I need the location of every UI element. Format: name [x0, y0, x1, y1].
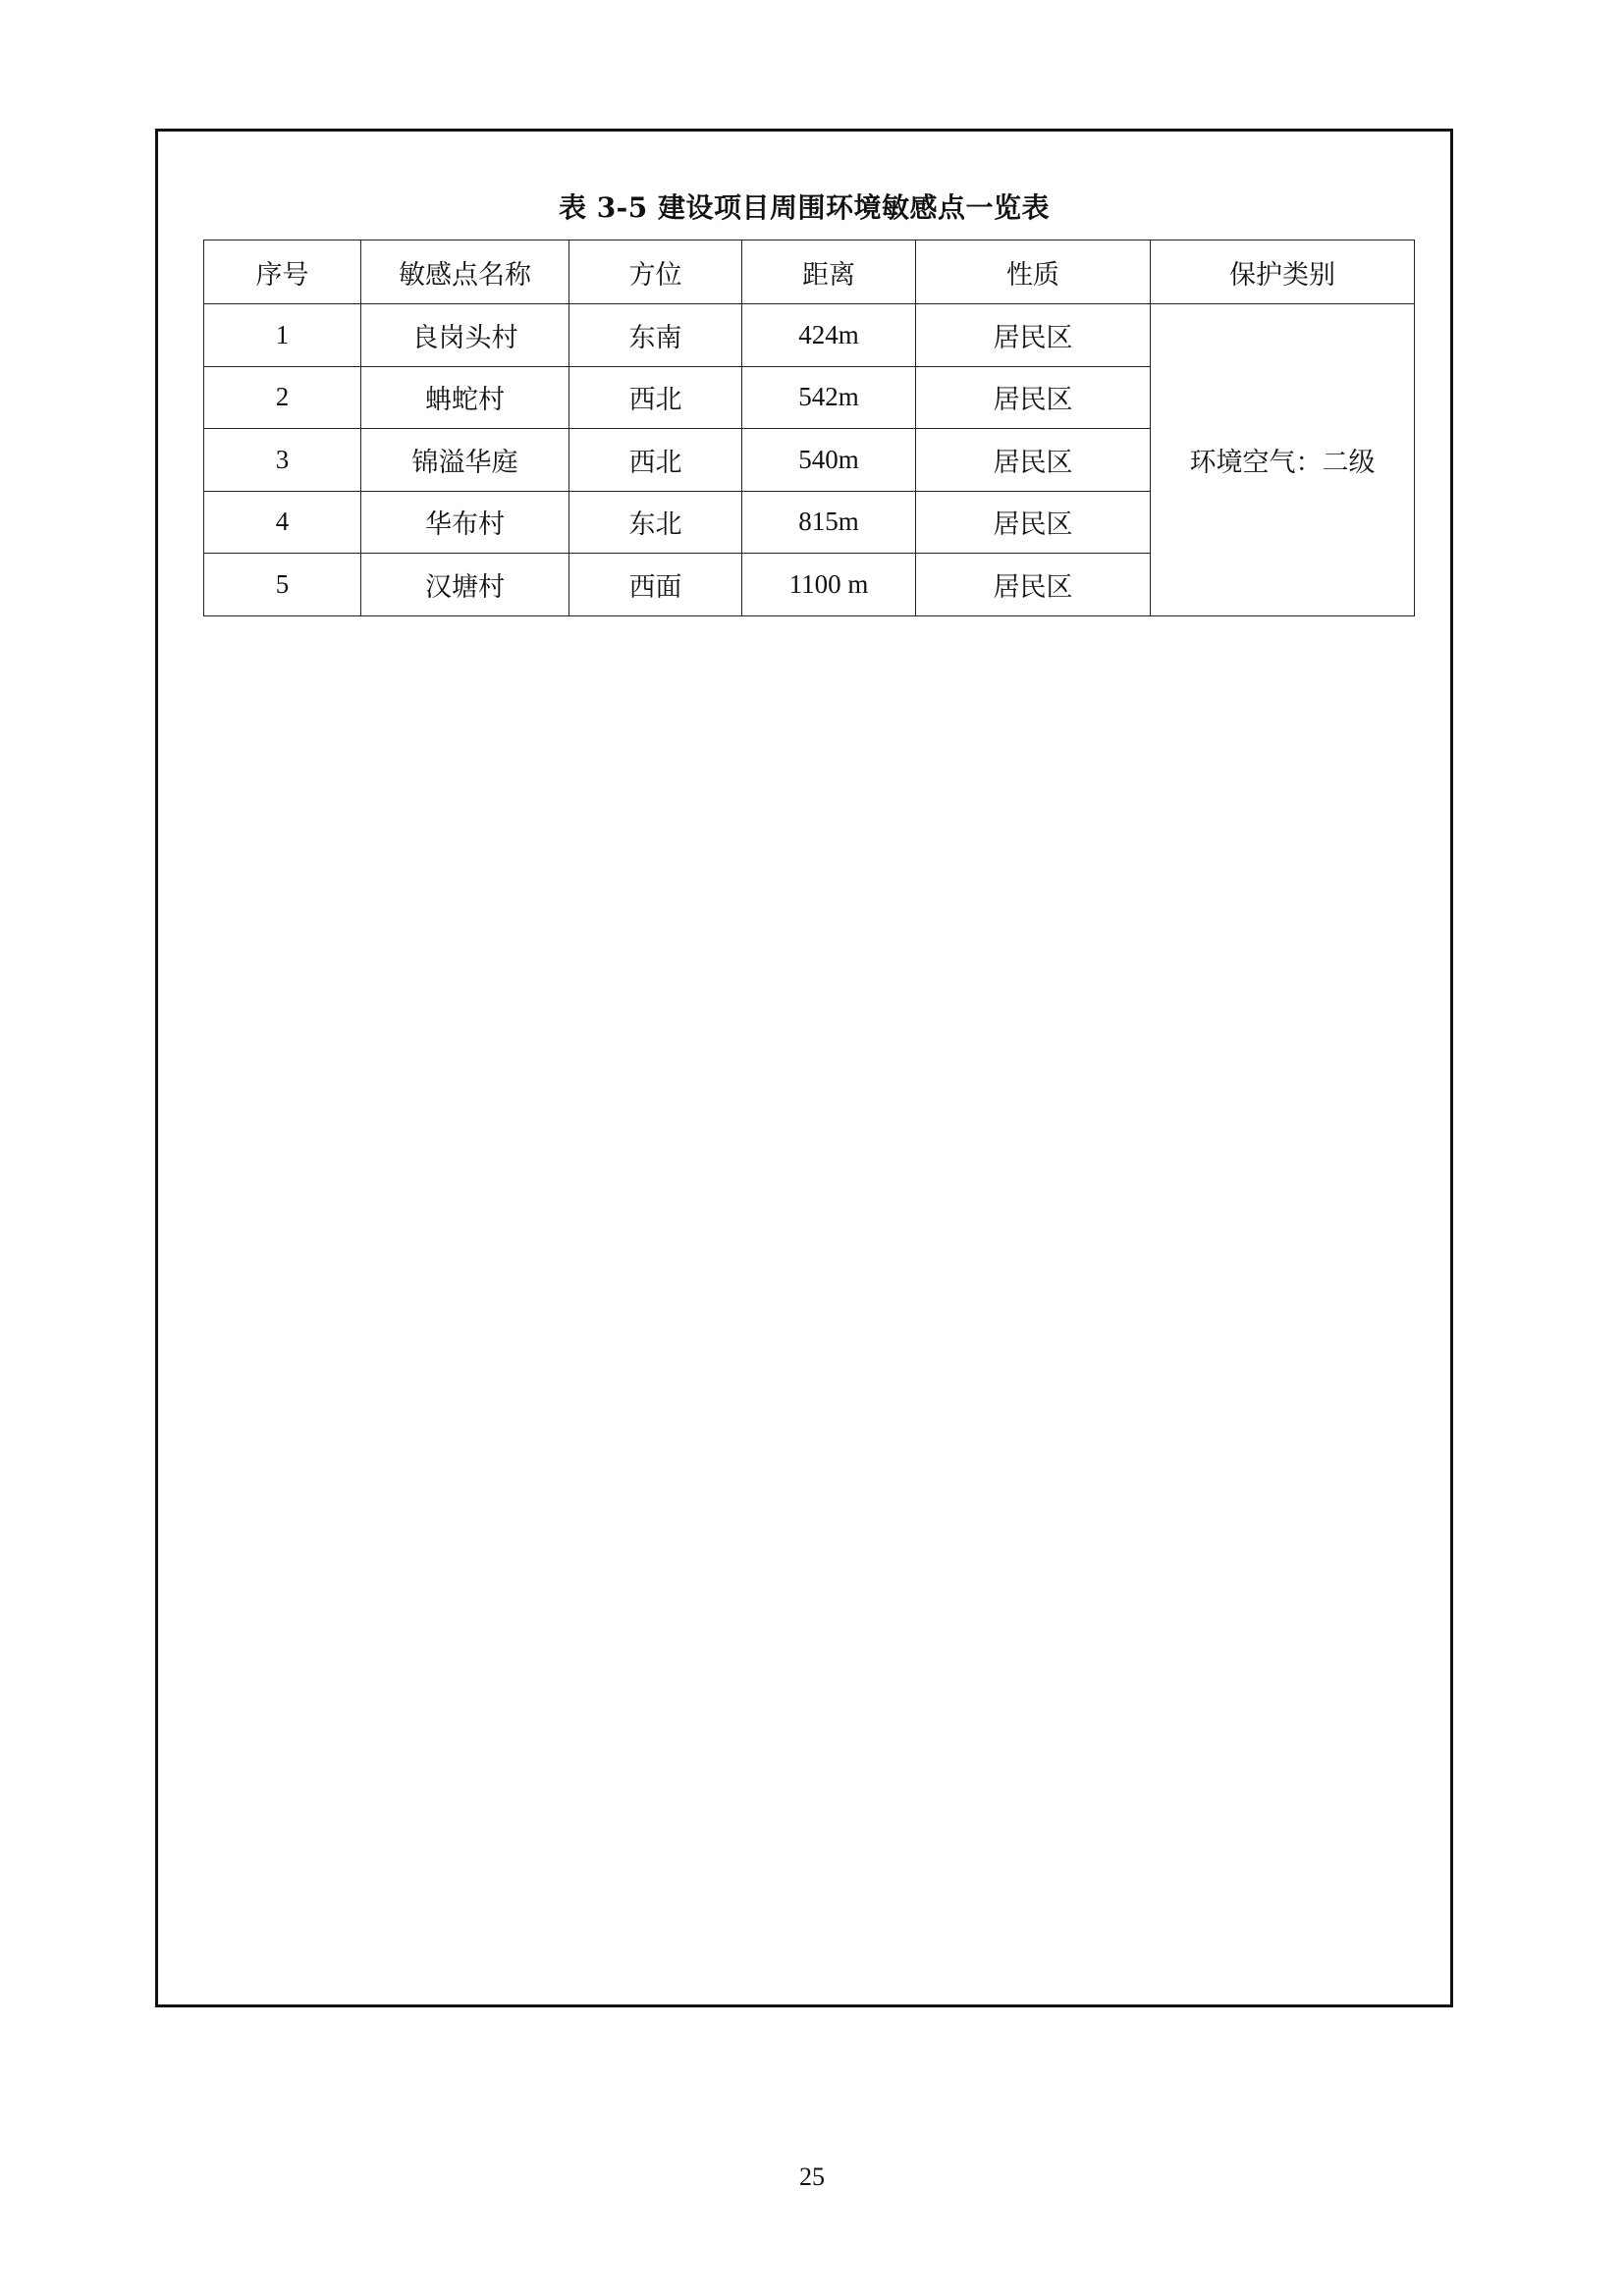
sensitive-points-table	[203, 240, 1415, 616]
direction: 东北	[569, 491, 742, 554]
distance: 540m	[742, 429, 916, 492]
table-title: 表 3-5 建设项目周围环境敏感点一览表	[558, 191, 1051, 224]
distance: 542m	[742, 366, 916, 429]
nature: 居民区	[916, 491, 1151, 554]
header-cell: 方位	[569, 240, 742, 304]
direction: 东南	[569, 304, 742, 367]
point-name: 汉塘村	[361, 554, 569, 616]
protection-category: 环境空气：二级	[1151, 304, 1415, 616]
page-frame	[155, 129, 1453, 2007]
header-cell: 保护类别	[1151, 240, 1415, 304]
page-number: 25	[799, 2163, 825, 2191]
direction: 西北	[569, 366, 742, 429]
table-row	[204, 304, 1415, 367]
header-cell: 序号	[204, 240, 361, 304]
nature: 居民区	[916, 366, 1151, 429]
header-cell: 敏感点名称	[361, 240, 569, 304]
point-name: 锦溢华庭	[361, 429, 569, 492]
direction: 西面	[569, 554, 742, 616]
point-name: 蚺蛇村	[361, 366, 569, 429]
row-number: 1	[204, 304, 361, 367]
nature: 居民区	[916, 554, 1151, 616]
distance: 424m	[742, 304, 916, 367]
row-number: 4	[204, 491, 361, 554]
table-header-row	[204, 240, 1415, 304]
nature: 居民区	[916, 304, 1151, 367]
header-cell: 性质	[916, 240, 1151, 304]
row-number: 2	[204, 366, 361, 429]
point-name: 良岗头村	[361, 304, 569, 367]
point-name: 华布村	[361, 491, 569, 554]
row-number: 3	[204, 429, 361, 492]
header-cell: 距离	[742, 240, 916, 304]
distance: 815m	[742, 491, 916, 554]
row-number: 5	[204, 554, 361, 616]
direction: 西北	[569, 429, 742, 492]
distance: 1100 m	[742, 554, 916, 616]
nature: 居民区	[916, 429, 1151, 492]
